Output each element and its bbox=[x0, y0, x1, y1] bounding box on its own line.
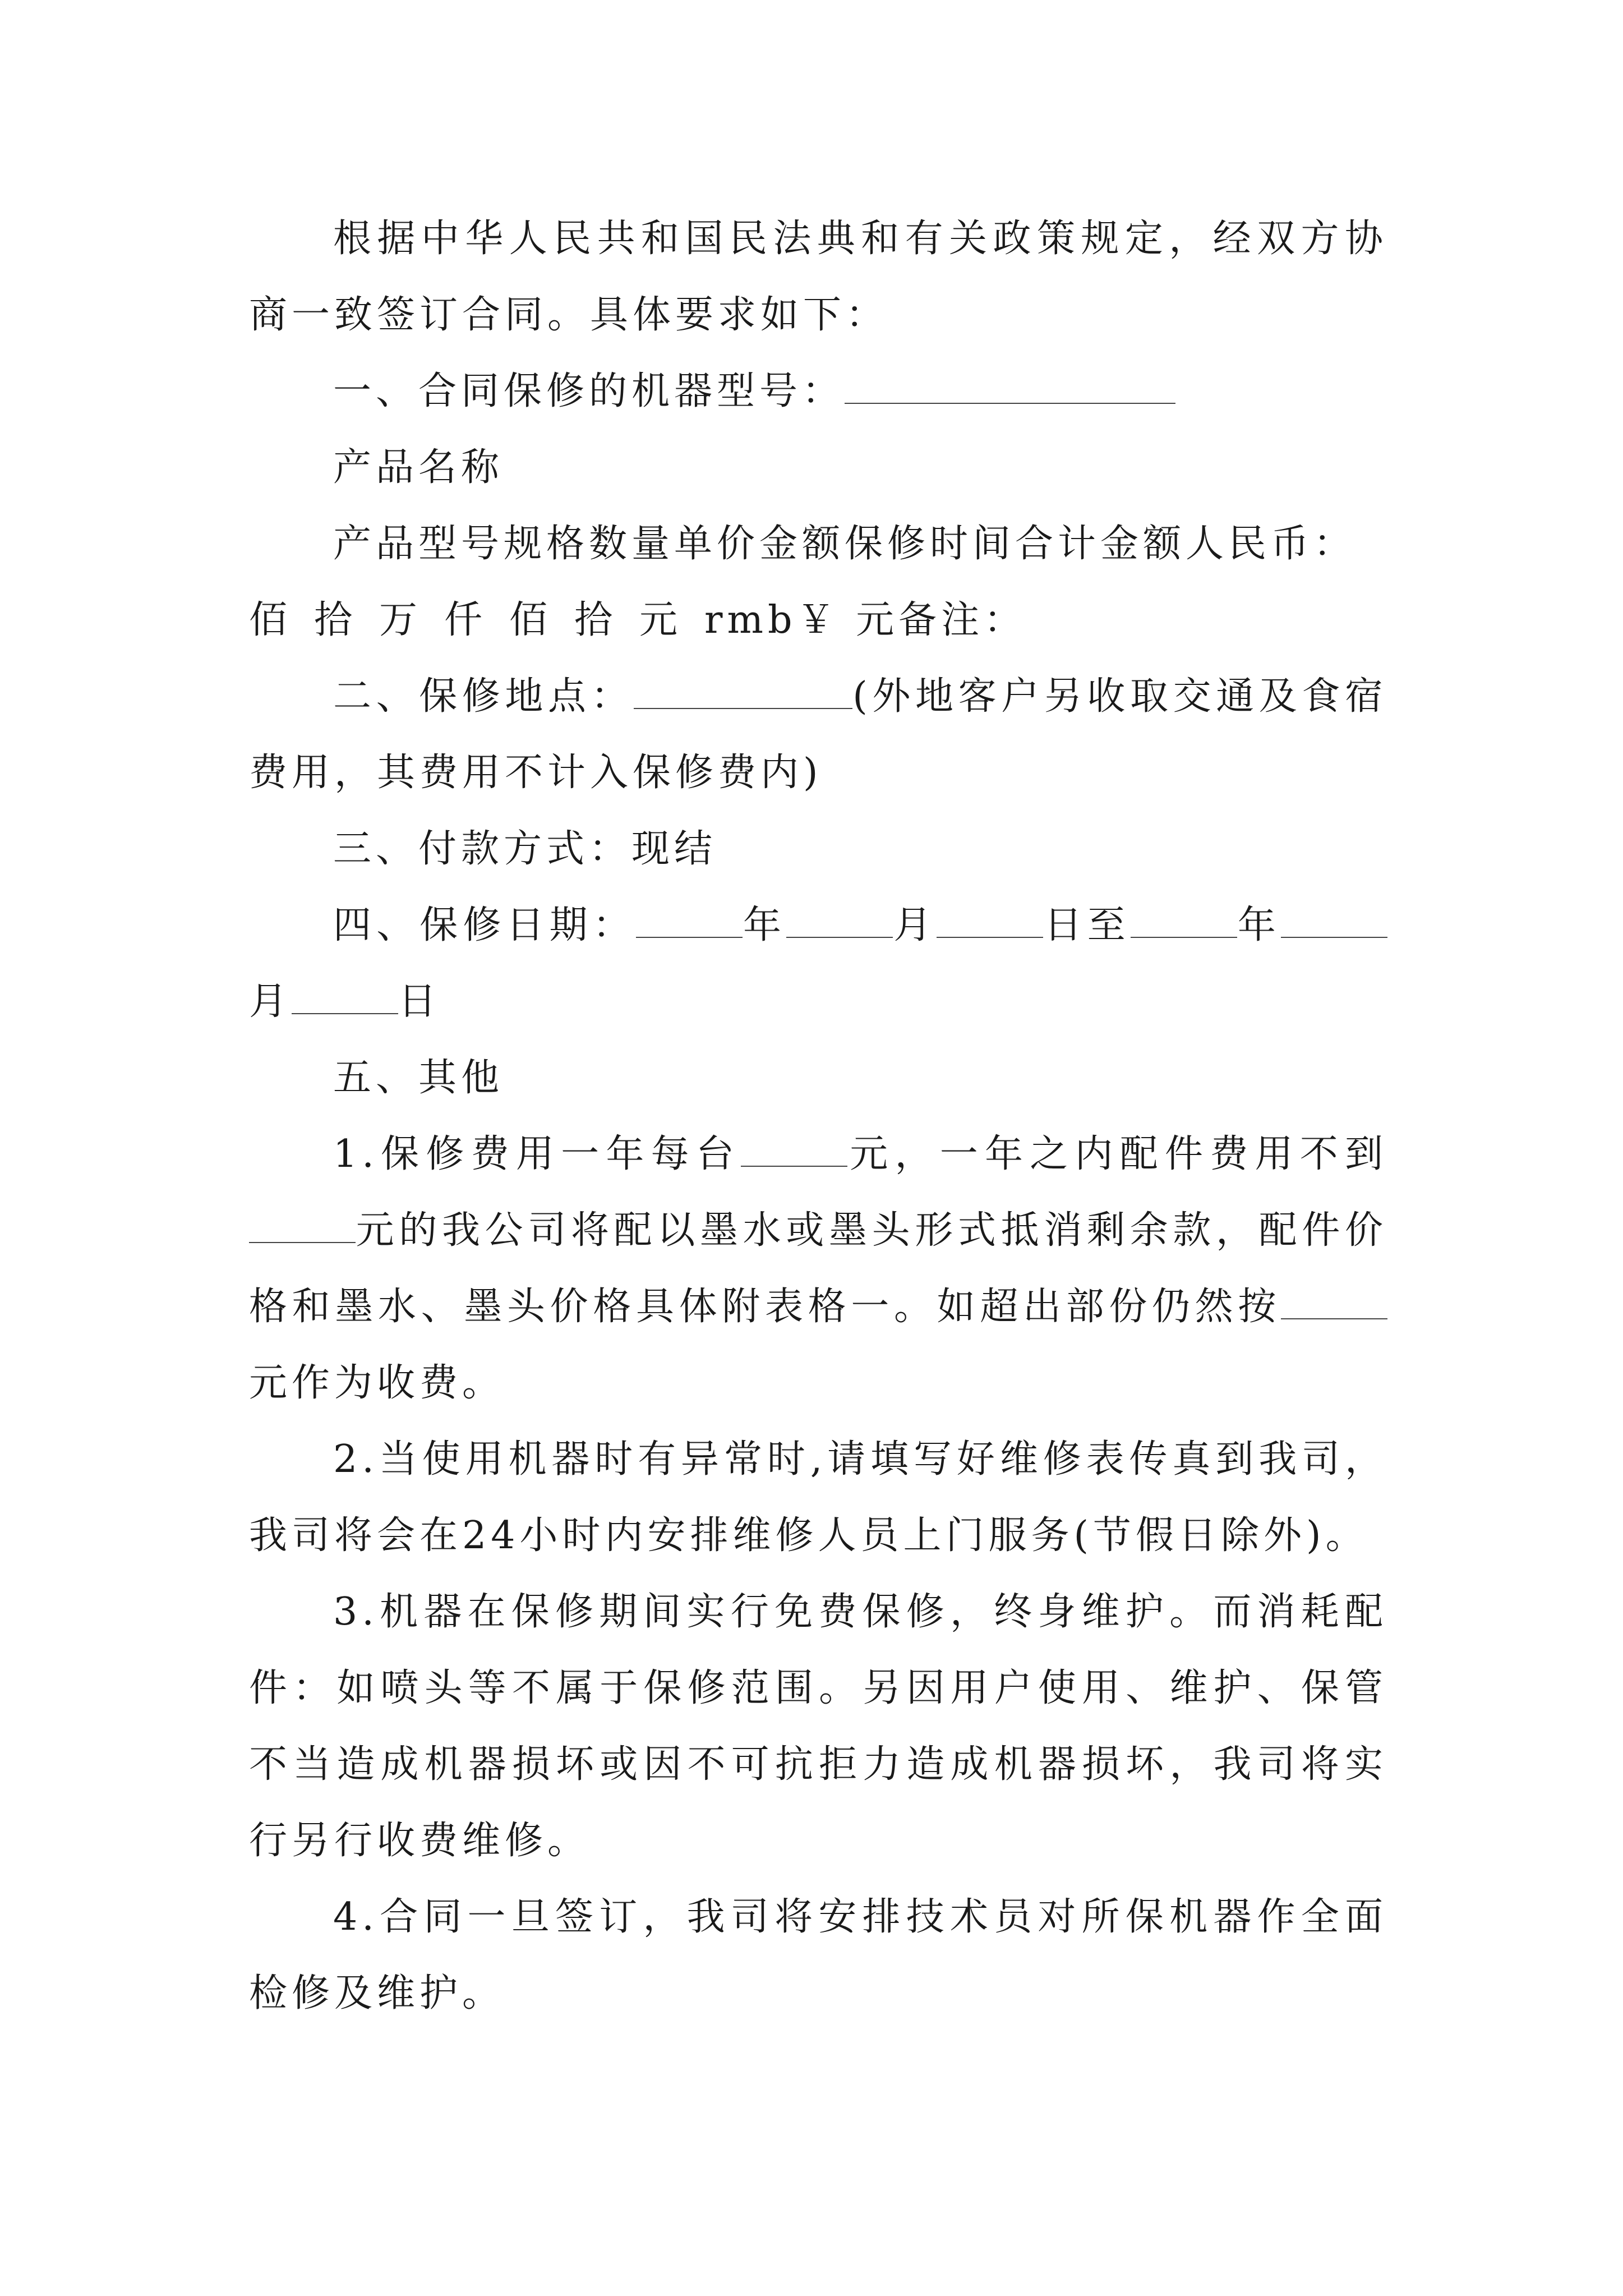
clause-4 bbox=[249, 1879, 1387, 2032]
repair-location-blank[interactable] bbox=[634, 664, 852, 709]
intro-text: 根据中华人民共和国民法典和有关政策规定，经双方协商一致签订合同。具体要求如下： bbox=[249, 217, 1387, 337]
end-month-blank[interactable] bbox=[1281, 893, 1387, 938]
product-spec-text: 产品型号规格数量单价金额保修时间合计金额人民币： bbox=[333, 522, 1357, 566]
parts-threshold-blank[interactable] bbox=[249, 1198, 356, 1243]
amount-units-text: 佰拾万仟佰拾元 bbox=[249, 598, 705, 642]
payment-method-line bbox=[249, 811, 1387, 887]
end-day-label: 日 bbox=[398, 979, 441, 1024]
start-year-blank[interactable] bbox=[636, 893, 743, 938]
end-year-blank[interactable] bbox=[1131, 893, 1237, 938]
clause-1-text-d: 元作为收费。 bbox=[249, 1361, 505, 1405]
repair-location-label: 二、保修地点： bbox=[333, 674, 634, 719]
rmb-remark-text: rmb￥ 元备注： bbox=[704, 598, 1027, 642]
product-name-label: 产品名称 bbox=[333, 445, 504, 490]
repair-location-note: (外地客户另收取交通及食宿费用，其费用不计入保修费内) bbox=[249, 674, 1387, 795]
repair-location-paragraph bbox=[249, 659, 1387, 811]
contract-body bbox=[249, 201, 1387, 2032]
clause-4-text: 4.合同一旦签订，我司将安排技术员对所保机器作全面检修及维护。 bbox=[249, 1895, 1387, 2016]
annual-fee-blank[interactable] bbox=[741, 1122, 847, 1167]
clause-1 bbox=[249, 1116, 1387, 1421]
clause-1-text-a: 1.保修费用一年每台 bbox=[333, 1132, 741, 1176]
end-month-label: 月 bbox=[249, 979, 292, 1024]
intro-paragraph bbox=[249, 201, 1387, 353]
end-day-blank[interactable] bbox=[292, 969, 398, 1014]
overage-fee-blank[interactable] bbox=[1281, 1274, 1387, 1319]
machine-model-blank[interactable] bbox=[845, 359, 1175, 404]
start-month-blank[interactable] bbox=[786, 893, 893, 938]
machine-model-line bbox=[249, 353, 1387, 430]
other-heading-text: 五、其他 bbox=[333, 1056, 504, 1100]
clause-1-text-b: 元，一年之内配件费用不到 bbox=[847, 1132, 1387, 1176]
clause-2 bbox=[249, 1421, 1387, 1574]
start-day-label: 日至 bbox=[1043, 903, 1131, 947]
payment-method-text: 三、付款方式：现结 bbox=[333, 827, 717, 871]
warranty-date-label: 四、保修日期： bbox=[333, 903, 636, 947]
product-name-line bbox=[249, 430, 1387, 506]
clause-3 bbox=[249, 1574, 1387, 1879]
start-month-label: 月 bbox=[893, 903, 937, 947]
product-spec-paragraph bbox=[249, 506, 1387, 659]
clause-3-text: 3.机器在保修期间实行免费保修，终身维护。而消耗配件：如喷头等不属于保修范围。另因用户使用、维护、保管不当造成机器损坏或因不可抗拒力造成机器损坏，我司将实行另行收费维修。 bbox=[249, 1590, 1387, 1863]
clause-2-text: 2.当使用机器时有异常时,请填写好维修表传真到我司，我司将会在24小时内安排维修人员上门服务(节假日除外)。 bbox=[249, 1437, 1387, 1558]
clause-1-text-c: 元的我公司将配以墨水或墨头形式抵消剩余款，配件价格和墨水、墨头价格具体附表格一。如超出部份仍然按 bbox=[249, 1208, 1387, 1329]
start-year-label: 年 bbox=[742, 903, 787, 947]
end-year-label: 年 bbox=[1237, 903, 1281, 947]
other-heading bbox=[249, 1040, 1387, 1116]
machine-model-label: 一、合同保修的机器型号： bbox=[333, 369, 845, 413]
warranty-date-paragraph bbox=[249, 887, 1387, 1040]
start-day-blank[interactable] bbox=[937, 893, 1043, 938]
